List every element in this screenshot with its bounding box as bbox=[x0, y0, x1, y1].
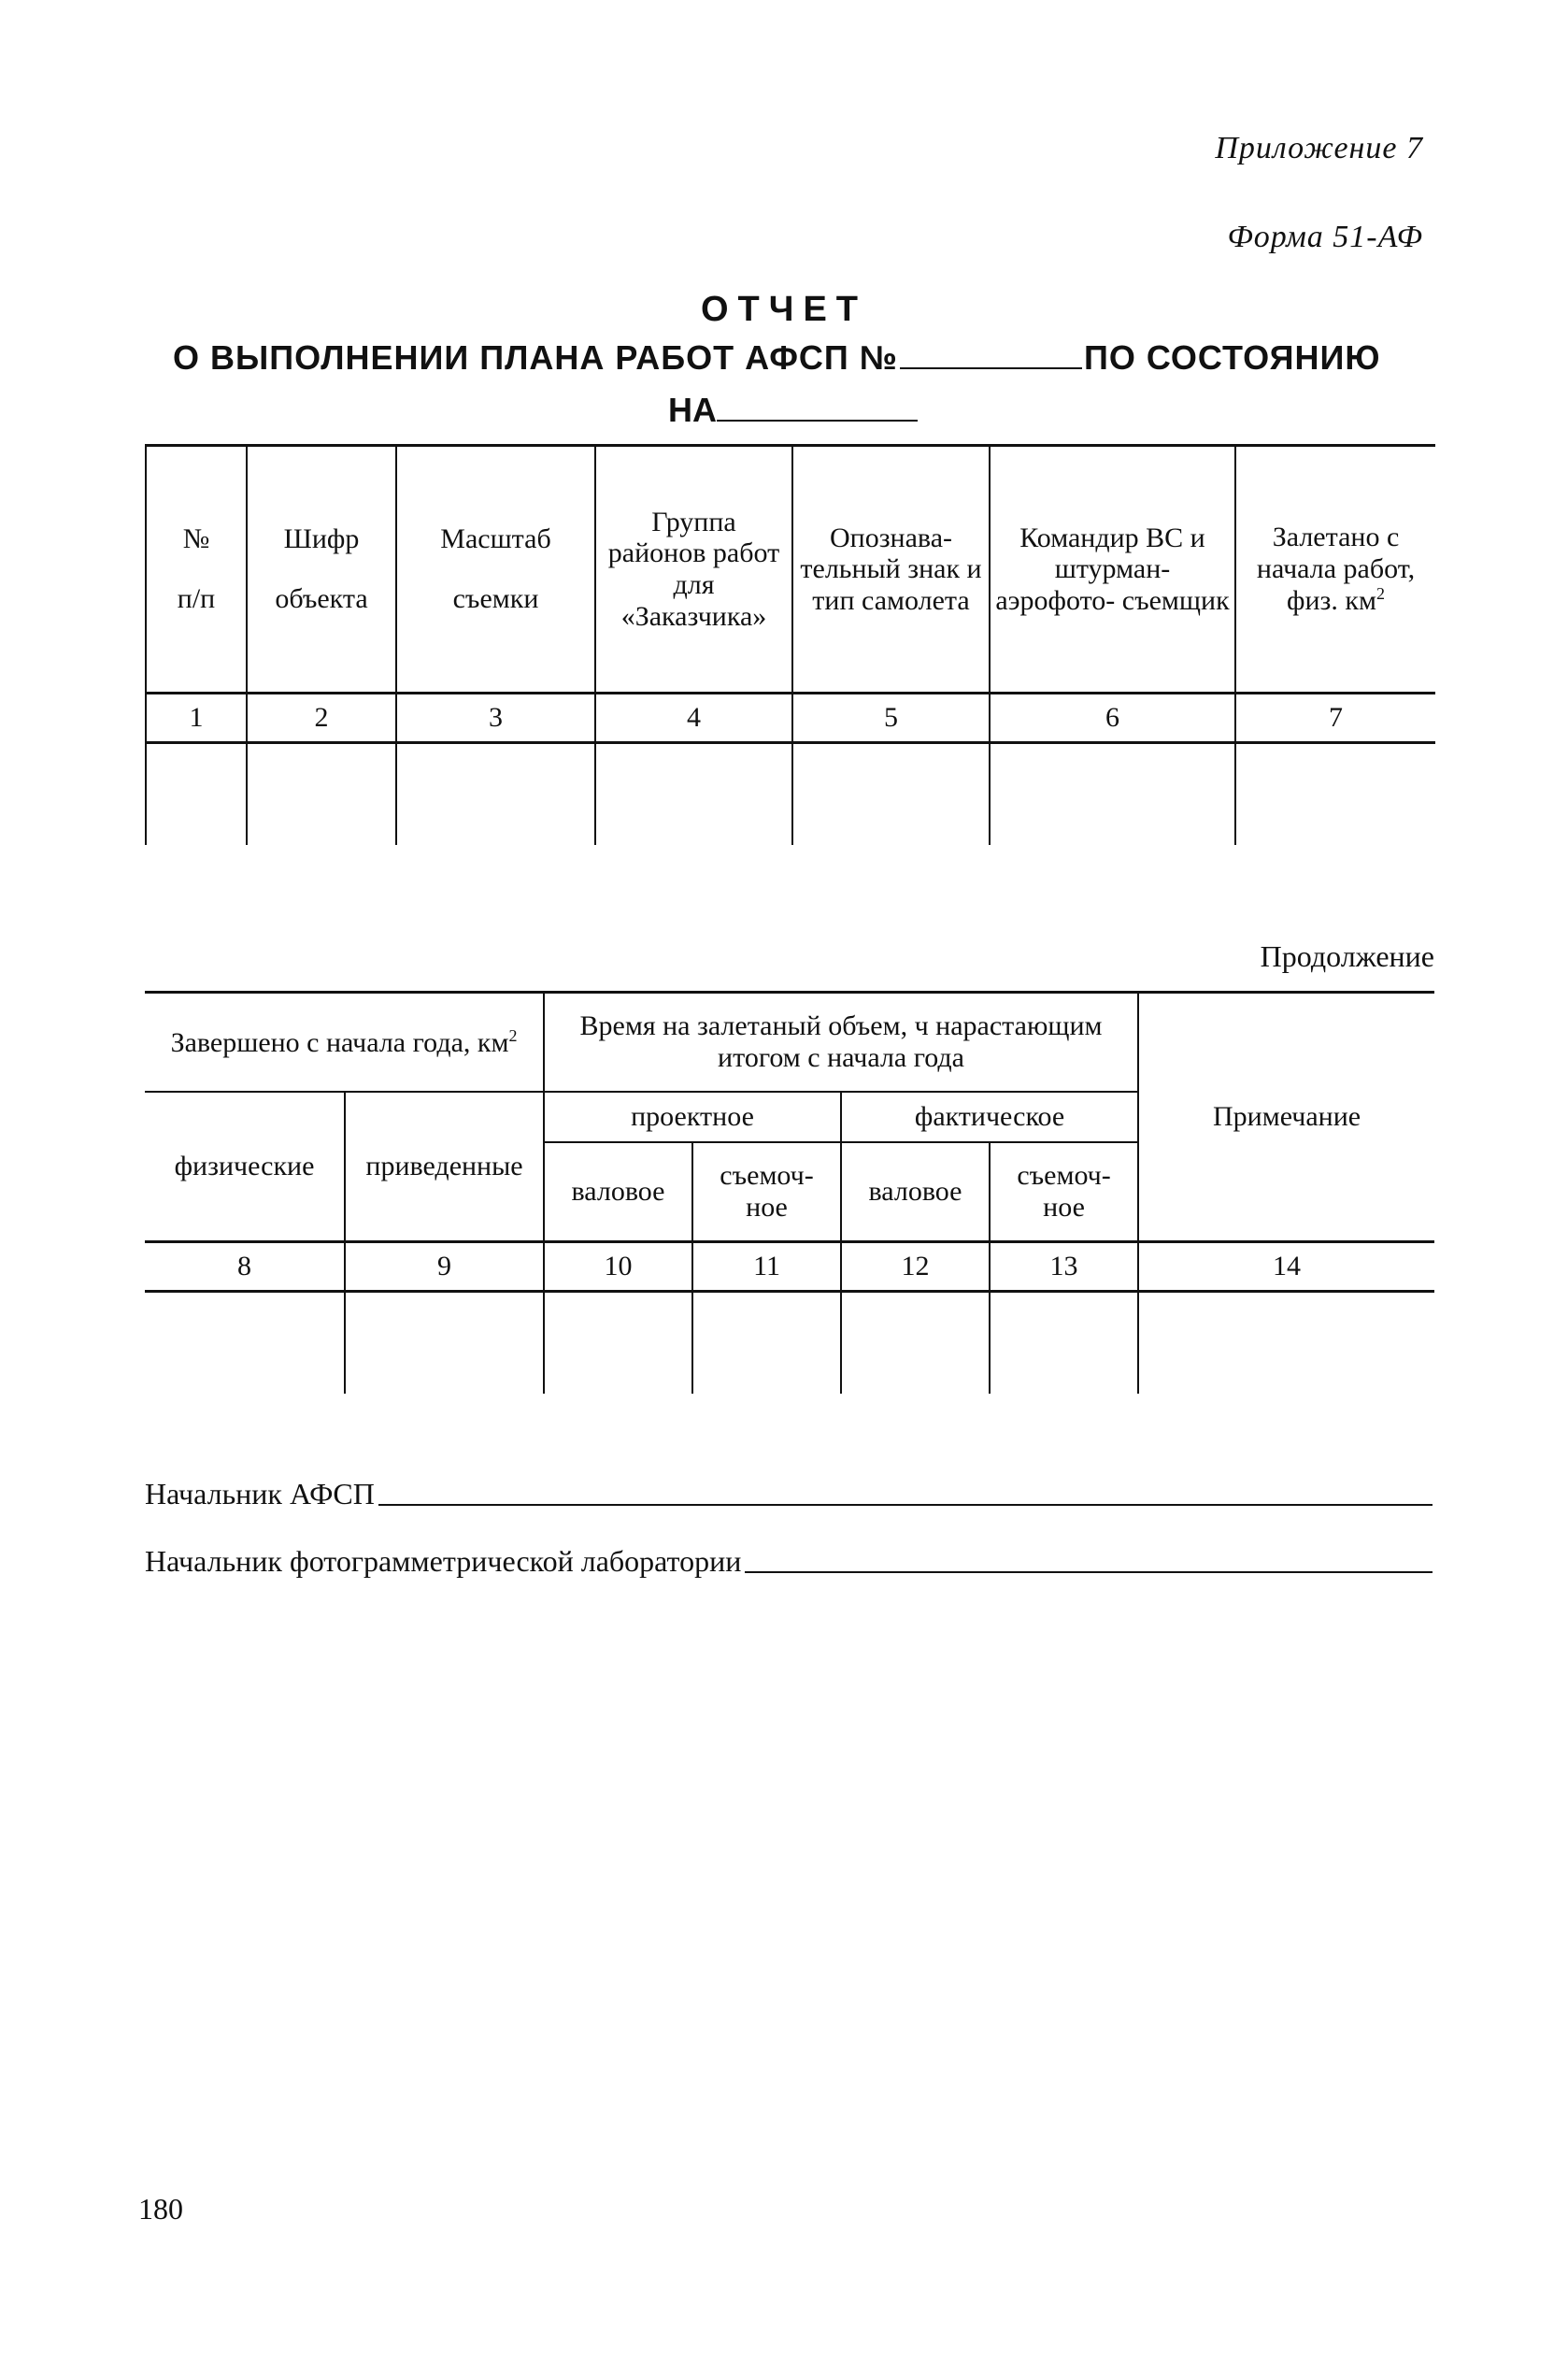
col-num-11: 11 bbox=[692, 1242, 841, 1292]
subtitle-part2: ПО СОСТОЯНИЮ bbox=[1083, 338, 1381, 377]
col-num-9: 9 bbox=[345, 1242, 544, 1292]
table2-number-row bbox=[145, 1242, 1434, 1292]
col-group-header: Группа районов работ для «Заказчика» bbox=[595, 446, 792, 694]
design-survey-header: съемоч- ное bbox=[692, 1142, 841, 1242]
col-num-12: 12 bbox=[841, 1242, 990, 1292]
col-flown-header: Залетано с начала работ, физ. $км^2$ bbox=[1235, 446, 1435, 694]
empty-cell[interactable] bbox=[146, 743, 247, 846]
continuation-label: Продолжение bbox=[1260, 939, 1434, 973]
col-number-header: № п/п bbox=[146, 446, 247, 694]
signature-chief-label: Начальник АФСП bbox=[145, 1477, 375, 1510]
signature-lab-chief bbox=[145, 1544, 1433, 1579]
empty-cell[interactable] bbox=[841, 1292, 990, 1395]
page-number: 180 bbox=[138, 2192, 183, 2226]
col-commander-header: Командир ВС и штурман- аэрофото- съемщик bbox=[990, 446, 1235, 694]
empty-cell[interactable] bbox=[1138, 1292, 1434, 1395]
empty-cell[interactable] bbox=[396, 743, 595, 846]
form-label: Форма 51-АФ bbox=[1227, 220, 1423, 254]
table2-header-row1 bbox=[145, 993, 1434, 1093]
report-date-line bbox=[668, 391, 918, 430]
empty-cell[interactable] bbox=[595, 743, 792, 846]
table1-number-row bbox=[146, 694, 1435, 743]
report-table-part1 bbox=[145, 444, 1435, 845]
signature-lab-chief-line[interactable] bbox=[745, 1571, 1433, 1573]
signature-lab-chief-label: Начальник фотограмметрической лаборатории bbox=[145, 1544, 742, 1578]
col-num-1: 1 bbox=[146, 694, 247, 743]
col-num-7: 7 bbox=[1235, 694, 1435, 743]
note-header: Примечание bbox=[1138, 993, 1434, 1242]
actual-header: фактическое bbox=[841, 1092, 1138, 1142]
col-num-6: 6 bbox=[990, 694, 1235, 743]
plan-number-blank bbox=[900, 343, 1082, 369]
empty-cell[interactable] bbox=[145, 1292, 345, 1395]
signature-chief bbox=[145, 1477, 1433, 1511]
col-num-14: 14 bbox=[1138, 1242, 1434, 1292]
empty-cell[interactable] bbox=[247, 743, 396, 846]
table1-header-row bbox=[146, 446, 1435, 694]
design-gross-header: валовое bbox=[544, 1142, 692, 1242]
design-header: проектное bbox=[544, 1092, 841, 1142]
report-table-part2 bbox=[145, 991, 1434, 1394]
empty-cell[interactable] bbox=[792, 743, 990, 846]
empty-cell[interactable] bbox=[1235, 743, 1435, 846]
completed-header: Завершено с начала года, $км^2$ bbox=[145, 993, 544, 1093]
empty-cell[interactable] bbox=[345, 1292, 544, 1395]
col-num-8: 8 bbox=[145, 1242, 345, 1292]
col-aircraft-header: Опознава- тельный знак и тип самолета bbox=[792, 446, 990, 694]
actual-gross-header: валовое bbox=[841, 1142, 990, 1242]
report-title: ОТЧЕТ bbox=[700, 290, 868, 329]
col-scale-header: Масштаб съемки bbox=[396, 446, 595, 694]
subtitle-on: НА bbox=[668, 391, 717, 429]
col-code-header: Шифр объекта bbox=[247, 446, 396, 694]
empty-cell[interactable] bbox=[692, 1292, 841, 1395]
subtitle-part1: О ВЫПОЛНЕНИИ ПЛАНА РАБОТ АФСП № bbox=[173, 338, 898, 377]
empty-cell[interactable] bbox=[990, 743, 1235, 846]
report-subtitle bbox=[173, 338, 1381, 378]
col-num-5: 5 bbox=[792, 694, 990, 743]
time-header: Время на залетаный объем, ч нарастающим итогом с начала года bbox=[544, 993, 1138, 1093]
col-num-3: 3 bbox=[396, 694, 595, 743]
col-num-10: 10 bbox=[544, 1242, 692, 1292]
physical-header: физические bbox=[145, 1092, 345, 1242]
empty-cell[interactable] bbox=[544, 1292, 692, 1395]
signature-chief-line[interactable] bbox=[378, 1504, 1433, 1506]
col-num-13: 13 bbox=[990, 1242, 1138, 1292]
reduced-header: приведенные bbox=[345, 1092, 544, 1242]
date-blank bbox=[717, 395, 918, 422]
col-num-2: 2 bbox=[247, 694, 396, 743]
empty-cell[interactable] bbox=[990, 1292, 1138, 1395]
table2-empty-row bbox=[145, 1292, 1434, 1395]
table1-empty-row bbox=[146, 743, 1435, 846]
appendix-label: Приложение 7 bbox=[1215, 131, 1423, 165]
actual-survey-header: съемоч- ное bbox=[990, 1142, 1138, 1242]
col-num-4: 4 bbox=[595, 694, 792, 743]
